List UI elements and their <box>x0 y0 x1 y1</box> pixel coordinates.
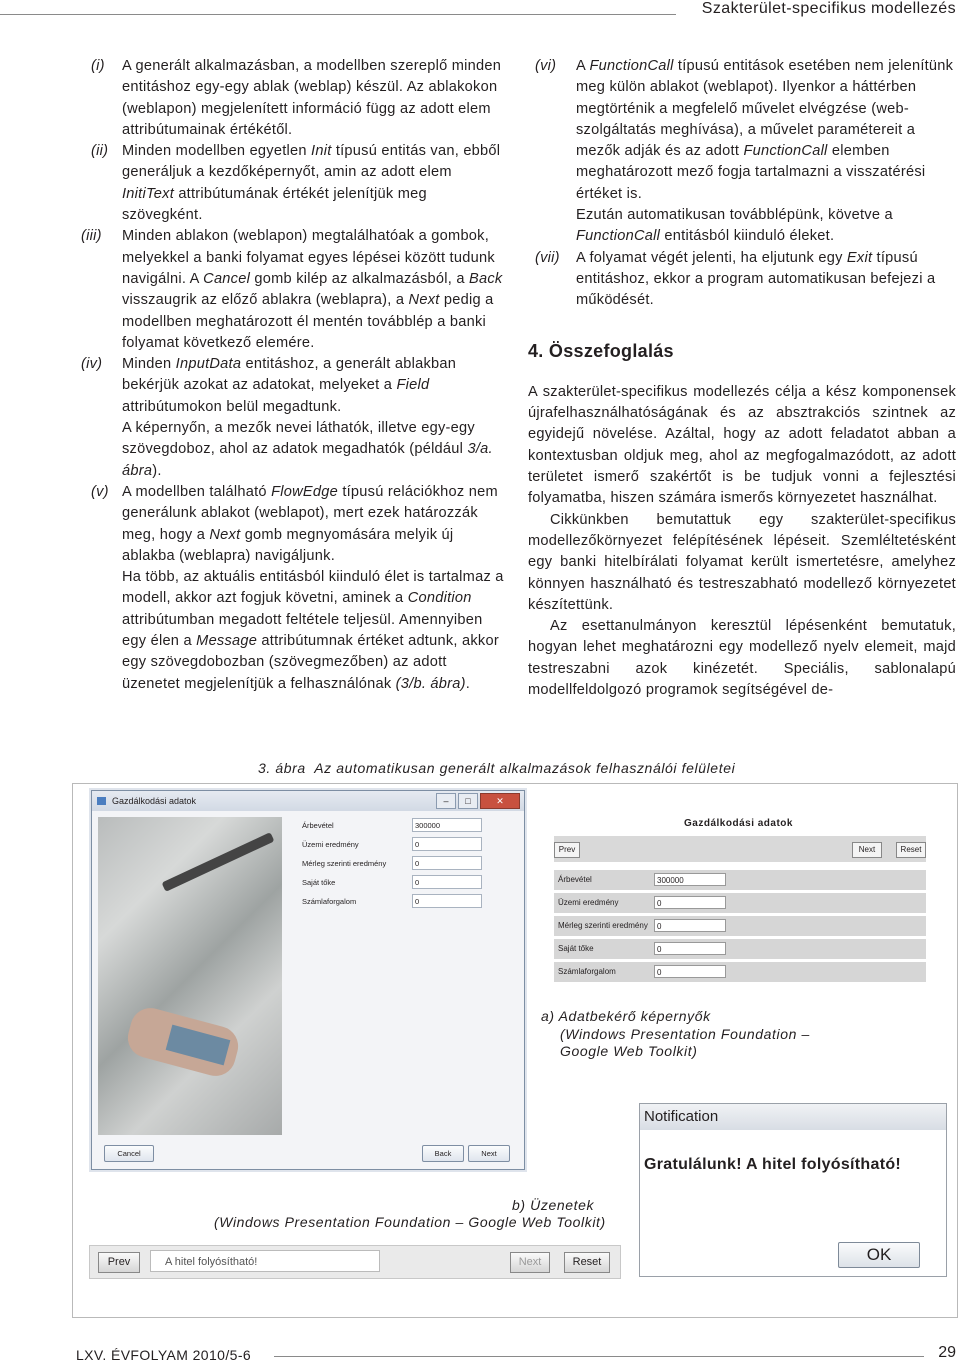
wpf-title: Gazdálkodási adatok <box>112 796 197 806</box>
gwt-message-bar <box>89 1245 621 1279</box>
operating-result-input[interactable]: 0 <box>412 837 482 851</box>
form-row: Üzemi eredmény 0 <box>286 836 512 855</box>
list-item-vii: (vii) A folyamat végét jelenti, ha eljutunk egy Exit típusú entitáshoz, ekkor a program automatikusan befejezi a működését. <box>535 249 936 309</box>
section-header: Szakterület-specifikus modellezés <box>701 0 956 17</box>
form-row: Saját tőke 0 <box>554 939 926 959</box>
close-icon[interactable]: ✕ <box>480 793 520 809</box>
ok-button[interactable]: OK <box>838 1242 920 1268</box>
caption-a-line2: (Windows Presentation Foundation – <box>560 1026 810 1042</box>
balance-result-input[interactable]: 0 <box>412 856 482 870</box>
list-item-iv: (iv) Minden InputData entitáshoz, a generált ablakban bekérjük azokat az adatokat, melyeket a Field attribútumokon belül megadtunk. A képernyőn, a mezők nevei láthatók, illetve egy-egy szövegdoboz, ahol az adatok megadhatók (például 3/a. ábra). <box>81 356 493 479</box>
caption-a-line1: a) Adatbekérő képernyők <box>541 1008 711 1024</box>
gwt-toolbar <box>554 836 926 862</box>
next-button[interactable]: Next <box>510 1252 550 1273</box>
decorative-photo <box>98 817 282 1135</box>
maximize-icon[interactable]: □ <box>458 793 478 809</box>
prev-button[interactable]: Prev <box>554 842 580 858</box>
wpf-button-row <box>98 1145 516 1163</box>
revenue-input[interactable]: 300000 <box>654 873 726 886</box>
list-item-v: (v) A modellben található FlowEdge típusú relációkhoz nem generálunk ablakot (weblapot), mert ezek határozzák meg, hogy a Next gomb megnyomására melyik új ablakba (weblapra) navigáljunk. Ha több, az aktuális entitásból kiinduló élet is tartalmaz a modell, akkor azt fogjuk követni, aminek a Condition attribútumban megadott feltétele teljesül. Amennyiben egy élen a Message attribútumnak értéket adtunk, akkor egy szövegdobozban (szövegmezőben) az adott üzenetet megjelenítjük a felhasználónak (3/b. ábra). <box>91 483 504 692</box>
form-row: Árbevétel 300000 <box>554 870 926 890</box>
form-row: Árbevétel 300000 <box>286 817 512 836</box>
gwt-title: Gazdálkodási adatok <box>684 818 793 829</box>
left-column <box>81 56 504 695</box>
reset-button[interactable]: Reset <box>564 1252 610 1273</box>
journal-issue: LXV. ÉVFOLYAM 2010/5-6 <box>76 1347 252 1363</box>
summary-paragraph-1: A szakterület-specifikus modellezés célja a kész komponensek újrafelhasználhatóságának és az absztrakciós szintnek az egyidejű növelése. Azáltal, hogy az adott feladatot abban a kontextusban oldjuk meg, ahol az megfogalmazódott, az adott területet ismerő szakértőt is be tudjuk vonni a fejlesztési folyamatba, hiszen számára ismerős környezetet használhat. <box>528 383 956 507</box>
turnover-input[interactable]: 0 <box>654 965 726 978</box>
list-item-iii: (iii) Minden ablakon (weblapon) megtalálhatóak a gombok, melyekkel a banki folyamat egyes lépései között tudunk navigálni. A Cancel gomb kilép az alkalmazásból, a Back visszaugrik az előző ablakra (weblapra), a Next pedig a modellben meghatározott él mentén továbblép a banki folyamat következő elemére. <box>81 228 503 351</box>
minimize-icon[interactable]: – <box>436 793 456 809</box>
operating-result-input[interactable]: 0 <box>654 896 726 909</box>
summary-paragraph-2: Cikkünkben bemutattuk egy szakterület-specifikus modellezőkörnyezet felépítésének lépéseit. Szemléltetésként egy banki hitelbírálati folyamat került ismertetésre, amelyhez könnyen használható és testreszabható modellező környezetet készítettünk. <box>528 511 956 613</box>
form-row: Számlaforgalom 0 <box>286 893 512 912</box>
notification-message: Gratulálunk! A hitel folyósítható! <box>644 1156 902 1173</box>
list-item-i: (i) A generált alkalmazásban, a modellben szereplő minden entitáshoz egy-egy ablak (weblap) készül. Az ablakokon (weblapon) megjelenített információ függ az adott elem attribútumainak értékétől. <box>91 58 502 138</box>
revenue-input[interactable]: 300000 <box>412 818 482 832</box>
wpf-form <box>286 817 512 917</box>
list-item-vi: (vi) A FunctionCall típusú entitások esetében nem jelenítünk meg külön ablakot (weblapot). Ilyenkor a háttérben megtörténik a megfelelő művelet elvégzése (web-szolgáltatás meghívása), a művelet paramétereit a mezők adják és az adott FunctionCall elemben meghatározott mező fogja tartalmazni a visszatérési értéket is. Ezután automatikusan továbblépünk, követve a FunctionCall entitásból kiinduló éleket. <box>535 58 954 245</box>
page-number: 29 <box>938 1344 956 1361</box>
figure-caption: 3. ábra Az automatikusan generált alkalmazások felhasználói felületei <box>258 760 736 776</box>
caption-a-line3: Google Web Toolkit) <box>560 1043 698 1059</box>
turnover-input[interactable]: 0 <box>412 894 482 908</box>
message-box: A hitel folyósítható! <box>150 1250 380 1272</box>
notification-title: Notification <box>640 1104 946 1130</box>
gwt-form <box>554 870 926 985</box>
equity-input[interactable]: 0 <box>654 942 726 955</box>
footer-rule <box>274 1356 924 1357</box>
form-row: Mérleg szerinti eredmény 0 <box>286 855 512 874</box>
caption-b-line1: b) Üzenetek <box>512 1197 595 1213</box>
equity-input[interactable]: 0 <box>412 875 482 889</box>
wpf-titlebar <box>92 791 524 811</box>
prev-button[interactable]: Prev <box>98 1252 140 1273</box>
cancel-button[interactable]: Cancel <box>104 1145 154 1162</box>
next-button[interactable]: Next <box>468 1145 510 1162</box>
caption-b-line2: (Windows Presentation Foundation – Google Web Toolkit) <box>214 1214 606 1230</box>
form-row: Üzemi eredmény 0 <box>554 893 926 913</box>
form-row: Számlaforgalom 0 <box>554 962 926 982</box>
balance-result-input[interactable]: 0 <box>654 919 726 932</box>
wpf-window <box>91 790 525 1170</box>
reset-button[interactable]: Reset <box>896 842 926 858</box>
gwt-page <box>542 806 938 992</box>
right-column <box>528 56 956 701</box>
list-item-ii: (ii) Minden modellben egyetlen Init típusú entitás van, ebből generáljuk a kezdőképernyőt, amin az adott elem InitiText attribútumának értékét jelenítjük meg szövegként. <box>91 143 501 224</box>
pen-image <box>162 832 275 892</box>
header-rule <box>0 14 676 15</box>
form-row: Saját tőke 0 <box>286 874 512 893</box>
app-icon <box>97 797 106 805</box>
notification-dialog <box>639 1103 947 1277</box>
section-heading: 4. Összefoglalás <box>528 340 674 361</box>
next-button[interactable]: Next <box>852 842 882 858</box>
form-row: Mérleg szerinti eredmény 0 <box>554 916 926 936</box>
back-button[interactable]: Back <box>422 1145 464 1162</box>
summary-paragraph-3: Az esettanulmányon keresztül lépésenként bemutatuk, hogyan lehet meghatározni egy modellező nyelv elemeit, majd testreszabni azok kinézetét. Speciális, sablonalapú modellfeldolgozó programok segítségével de- <box>528 618 956 699</box>
